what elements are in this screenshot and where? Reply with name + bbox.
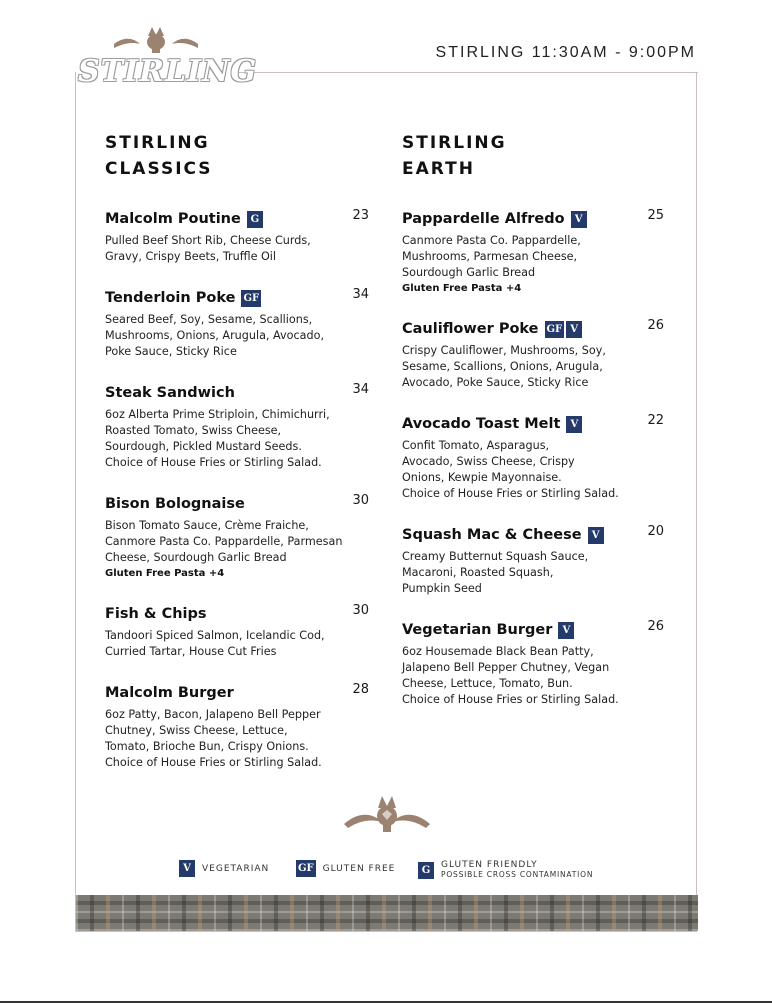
menu-item-name: Steak Sandwich <box>105 385 235 401</box>
menu-item-description: Confit Tomato, Asparagus, Avocado, Swiss Cheese, Crispy Onions, Kewpie Mayonnaise. Choice of House Fries or Stirling Salad. <box>402 439 619 500</box>
dietary-badge-icon: G <box>247 211 263 228</box>
thistle-icon <box>76 24 236 58</box>
menu-item-price: 20 <box>647 524 664 539</box>
stirling-logo <box>76 24 258 104</box>
menu-item-option: Gluten Free Pasta +4 <box>105 568 225 579</box>
menu-item <box>105 287 375 360</box>
gluten-friendly-badge-icon: G <box>418 862 434 879</box>
menu-item-name: Malcolm Burger <box>105 685 234 701</box>
legend-gluten-friendly-title: GLUTEN FRIENDLY <box>441 860 538 870</box>
legend-gluten-friendly-note: POSSIBLE CROSS CONTAMINATION <box>441 870 594 879</box>
menu-item-header <box>105 603 375 625</box>
menu-item <box>402 619 672 708</box>
dietary-badge-icon: GF <box>545 321 565 338</box>
tartan-footer-band <box>76 895 698 931</box>
menu-item-header <box>105 287 375 309</box>
menu-item-price: 30 <box>352 493 369 508</box>
logo-wordmark: STIRLING <box>78 54 258 89</box>
menu-item <box>402 318 672 391</box>
menu-item-price: 28 <box>352 682 369 697</box>
menu-item-header <box>402 524 672 546</box>
menu-item-description: Canmore Pasta Co. Pappardelle, Mushrooms, Parmesan Cheese, Sourdough Garlic Bread <box>402 234 581 279</box>
menu-item <box>402 524 672 597</box>
menu-item-description: Pulled Beef Short Rib, Cheese Curds, Gravy, Crispy Beets, Truffle Oil <box>105 234 311 263</box>
menu-item-price: 26 <box>647 619 664 634</box>
menu-item-description: Creamy Butternut Squash Sauce, Macaroni, Roasted Squash, Pumpkin Seed <box>402 550 589 595</box>
legend-gluten-friendly <box>418 860 593 880</box>
menu-item <box>402 413 672 502</box>
dietary-badge-icon: V <box>588 527 604 544</box>
menu-item-name: Tenderloin Poke <box>105 290 236 306</box>
legend-gluten-free-label: GLUTEN FREE <box>322 863 396 874</box>
legend-vegetarian-label: VEGETARIAN <box>202 863 270 874</box>
section-title-earth: STIRLING EARTH <box>402 133 507 179</box>
earth-items <box>402 208 672 708</box>
section-title-classics: STIRLING CLASSICS <box>105 133 213 179</box>
menu-item-price: 23 <box>352 208 369 223</box>
earth-column <box>402 130 672 730</box>
menu-item-name: Squash Mac & Cheese <box>402 527 582 543</box>
classics-items <box>105 208 375 771</box>
menu-item-header <box>402 208 672 230</box>
menu-item-name: Malcolm Poutine <box>105 211 241 227</box>
dietary-badge-icon: V <box>571 211 587 228</box>
dietary-badge-icon: V <box>558 622 574 639</box>
menu-item-header <box>105 682 375 704</box>
menu-item <box>105 208 375 265</box>
menu-item-price: 25 <box>647 208 664 223</box>
menu-item-header <box>402 413 672 435</box>
menu-item-header <box>105 382 375 404</box>
dietary-legend <box>179 860 619 884</box>
menu-item-header <box>105 493 375 515</box>
menu-item <box>105 682 375 771</box>
menu-item-price: 22 <box>647 413 664 428</box>
menu-item-description: 6oz Housemade Black Bean Patty, Jalapeno Bell Pepper Chutney, Vegan Cheese, Lettuce, Tomato, Bun. Choice of House Fries or Stirling Salad. <box>402 645 619 706</box>
thistle-ornament-icon <box>342 792 432 836</box>
frame-top-border <box>232 72 698 73</box>
menu-item-description: Crispy Cauliflower, Mushrooms, Soy, Sesame, Scallions, Onions, Arugula, Avocado, Poke Sauce, Sticky Rice <box>402 344 606 389</box>
menu-item-price: 34 <box>352 287 369 302</box>
gluten-free-badge-icon: GF <box>296 860 316 877</box>
menu-item <box>105 603 375 660</box>
menu-item <box>402 208 672 296</box>
menu-item-description: 6oz Patty, Bacon, Jalapeno Bell Pepper Chutney, Swiss Cheese, Lettuce, Tomato, Brioche Bun, Crispy Onions. Choice of House Fries or Stirling Salad. <box>105 708 322 769</box>
dietary-badge-icon: V <box>566 416 582 433</box>
menu-item-name: Vegetarian Burger <box>402 622 553 638</box>
menu-item-price: 26 <box>647 318 664 333</box>
menu-item-price: 34 <box>352 382 369 397</box>
vegetarian-badge-icon: V <box>179 860 195 877</box>
classics-column <box>105 130 375 793</box>
menu-item-name: Avocado Toast Melt <box>402 416 561 432</box>
menu-item-option: Gluten Free Pasta +4 <box>402 283 522 294</box>
menu-item-description: Tandoori Spiced Salmon, Icelandic Cod, Curried Tartar, House Cut Fries <box>105 629 325 658</box>
legend-vegetarian <box>179 860 269 877</box>
menu-item-name: Cauliflower Poke <box>402 321 539 337</box>
menu-item-name: Pappardelle Alfredo <box>402 211 565 227</box>
page-bottom-line <box>0 1001 772 1003</box>
menu-item <box>105 493 375 581</box>
menu-item-header <box>402 318 672 340</box>
menu-item-name: Fish & Chips <box>105 606 207 622</box>
menu-item-header <box>105 208 375 230</box>
opening-hours: STIRLING 11:30AM - 9:00PM <box>435 44 696 61</box>
dietary-badge-icon: V <box>566 321 582 338</box>
legend-gluten-free <box>296 860 395 877</box>
menu-item <box>105 382 375 471</box>
legend-gluten-friendly-label <box>441 860 593 880</box>
menu-item-header <box>402 619 672 641</box>
menu-item-price: 30 <box>352 603 369 618</box>
menu-item-description: Bison Tomato Sauce, Crème Fraiche, Canmore Pasta Co. Pappardelle, Parmesan Cheese, Sourdough Garlic Bread <box>105 519 343 564</box>
menu-item-name: Bison Bolognaise <box>105 496 245 512</box>
dietary-badge-icon: GF <box>241 290 261 307</box>
menu-item-description: 6oz Alberta Prime Striploin, Chimichurri, Roasted Tomato, Swiss Cheese, Sourdough, Pickled Mustard Seeds. Choice of House Fries or Stirling Salad. <box>105 408 330 469</box>
menu-item-description: Seared Beef, Soy, Sesame, Scallions, Mushrooms, Onions, Arugula, Avocado, Poke Sauce, Sticky Rice <box>105 313 325 358</box>
